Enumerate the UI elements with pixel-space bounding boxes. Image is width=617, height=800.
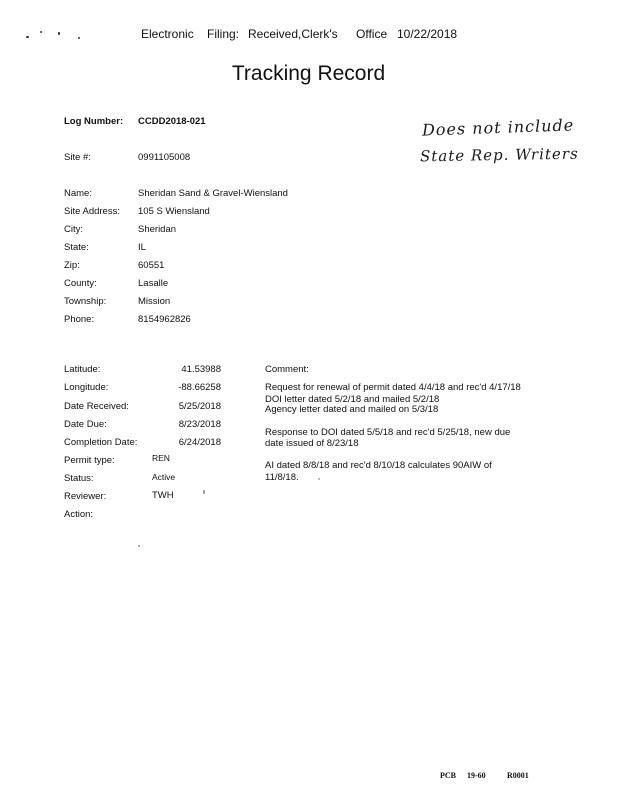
county-label: County:	[64, 278, 97, 289]
filing-header-office: Office	[356, 27, 388, 41]
comment-line: date issued of 8/23/18	[265, 438, 359, 449]
township-label: Township:	[64, 296, 107, 307]
date-received-label: Date Received:	[64, 401, 129, 412]
filing-header-received: Received,Clerk's	[248, 27, 338, 41]
reviewer-label: Reviewer:	[64, 491, 107, 502]
longitude-value: -88.66258	[178, 382, 221, 393]
permit-type-value: REN	[152, 453, 170, 463]
township-value: Mission	[138, 296, 171, 307]
status-label: Status:	[64, 473, 94, 484]
completion-date-label: Completion Date:	[64, 437, 138, 448]
completion-date-value: 6/24/2018	[178, 437, 221, 448]
scan-speck	[40, 31, 42, 33]
name-value: Sheridan Sand & Gravel-Wiensland	[138, 188, 288, 199]
action-label: Action:	[64, 509, 94, 520]
comment-line: Request for renewal of permit dated 4/4/18 and rec'd 4/17/18	[265, 382, 521, 393]
scan-speck	[203, 490, 205, 494]
permit-type-label: Permit type:	[64, 455, 115, 466]
longitude-label: Longitude:	[64, 382, 109, 393]
page-title: Tracking Record	[231, 62, 386, 85]
zip-label: Zip:	[64, 260, 80, 271]
comment-line: Agency letter dated and mailed on 5/3/18	[265, 404, 439, 415]
comment-line: DOI letter dated 5/2/18 and mailed 5/2/18	[265, 394, 440, 405]
comment-line: AI dated 8/8/18 and rec'd 8/10/18 calculates 90AIW of	[265, 460, 492, 471]
handwritten-note-line2: State Rep. Writers	[419, 144, 579, 166]
site-number-label: Site #:	[64, 152, 91, 163]
zip-value: 60551	[138, 260, 165, 271]
phone-value: 8154962826	[138, 314, 191, 325]
latitude-label: Latitude:	[64, 364, 101, 375]
state-label: State:	[64, 242, 89, 253]
site-address-value: 105 S Wiensland	[138, 206, 210, 217]
city-value: Sheridan	[138, 224, 177, 235]
comment-label: Comment:	[265, 364, 309, 375]
scan-speck	[138, 545, 140, 547]
city-label: City:	[64, 224, 83, 235]
date-received-value: 5/25/2018	[178, 401, 221, 412]
comment-line: 11/8/18.	[265, 472, 299, 483]
status-value: Active	[152, 472, 176, 482]
log-number-value: CCDD2018-021	[138, 116, 206, 127]
scan-speck	[58, 32, 60, 35]
date-due-value: 8/23/2018	[178, 419, 221, 430]
filing-header-electronic: Electronic	[141, 27, 194, 41]
scan-speck	[318, 478, 320, 480]
footer-page-number: R0001	[507, 771, 529, 780]
footer-docket: 19-60	[467, 771, 486, 780]
county-value: Lasalle	[138, 278, 169, 289]
comment-line: Response to DOI dated 5/5/18 and rec'd 5/25/18, new due	[265, 427, 511, 438]
phone-label: Phone:	[64, 314, 95, 325]
site-number-value: 0991105008	[138, 152, 191, 163]
log-number-label: Log Number:	[64, 116, 124, 127]
reviewer-value: TWH	[152, 490, 174, 501]
handwritten-note-line1: Does not include	[421, 115, 575, 140]
filing-header-date: 10/22/2018	[397, 27, 458, 41]
footer-pcb: PCB	[440, 771, 456, 780]
latitude-value: 41.53988	[181, 364, 221, 375]
state-value: IL	[138, 242, 146, 253]
date-due-label: Date Due:	[64, 419, 107, 430]
name-label: Name:	[64, 188, 92, 199]
scan-speck	[26, 36, 29, 38]
site-address-label: Site Address:	[64, 206, 120, 217]
scan-speck	[78, 37, 80, 39]
filing-header-filing: Filing:	[207, 27, 240, 41]
